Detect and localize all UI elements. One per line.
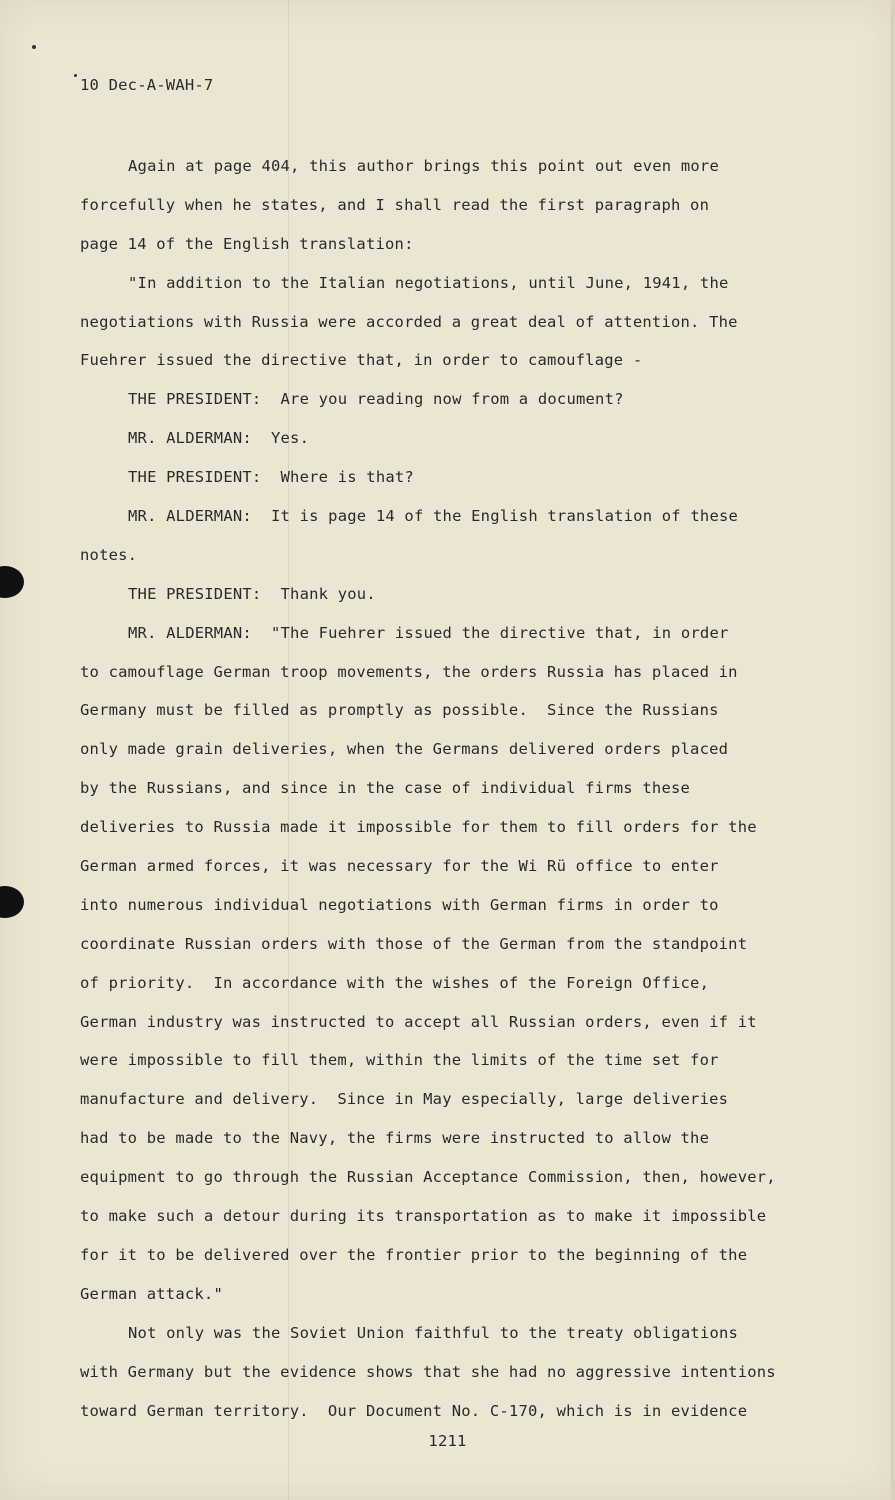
text-line: equipment to go through the Russian Acceptance Commission, then, however, (80, 1168, 776, 1187)
paper-edge (891, 0, 895, 1500)
text-line: German attack." (80, 1284, 223, 1303)
text-line: deliveries to Russia made it impossible for them to fill orders for the (80, 818, 757, 837)
text-line: German industry was instructed to accept all Russian orders, even if it (80, 1012, 757, 1031)
text-line: Not only was the Soviet Union faithful to the treaty obligations (128, 1323, 739, 1342)
text-line: by the Russians, and since in the case of individual firms these (80, 779, 691, 798)
text-line: had to be made to the Navy, the firms were instructed to allow the (80, 1129, 710, 1148)
text-line: manufacture and delivery. Since in May especially, large deliveries (80, 1090, 729, 1109)
text-line: of priority. In accordance with the wishes of the Foreign Office, (80, 973, 710, 992)
text-line: forcefully when he states, and I shall read the first paragraph on (80, 195, 710, 214)
punch-hole-upper (0, 566, 24, 598)
page-header: 10 Dec-A-WAH-7 (80, 76, 214, 94)
text-line: THE PRESIDENT: Thank you. (128, 584, 376, 603)
text-line: into numerous individual negotiations with German firms in order to (80, 895, 719, 914)
text-line: to camouflage German troop movements, the orders Russia has placed in (80, 662, 738, 681)
document-body (80, 154, 800, 1437)
text-line: MR. ALDERMAN: It is page 14 of the English translation of these (128, 507, 739, 526)
text-line: for it to be delivered over the frontier prior to the beginning of the (80, 1245, 748, 1264)
text-line: toward German territory. Our Document No. C-170, which is in evidence (80, 1401, 748, 1420)
text-line: THE PRESIDENT: Where is that? (128, 468, 414, 487)
text-line: were impossible to fill them, within the limits of the time set for (80, 1051, 719, 1070)
paper-speck (74, 74, 77, 77)
text-line: MR. ALDERMAN: Yes. (128, 429, 310, 448)
text-line: to make such a detour during its transportation as to make it impossible (80, 1207, 767, 1226)
text-line: "In addition to the Italian negotiations, until June, 1941, the (128, 273, 729, 292)
text-line: German armed forces, it was necessary for the Wi Rü office to enter (80, 857, 719, 876)
text-line: THE PRESIDENT: Are you reading now from a document? (128, 390, 624, 409)
text-line: Fuehrer issued the directive that, in order to camouflage - (80, 351, 643, 370)
punch-hole-lower (0, 886, 24, 918)
text-line: Germany must be filled as promptly as possible. Since the Russians (80, 701, 719, 720)
text-line: only made grain deliveries, when the Germans delivered orders placed (80, 740, 729, 759)
text-line: page 14 of the English translation: (80, 234, 414, 253)
text-line: coordinate Russian orders with those of the German from the standpoint (80, 934, 748, 953)
paper-speck (32, 45, 36, 49)
page-number: 1211 (428, 1432, 467, 1450)
text-line: negotiations with Russia were accorded a great deal of attention. The (80, 312, 738, 331)
text-line: with Germany but the evidence shows that she had no aggressive intentions (80, 1362, 776, 1381)
text-line: MR. ALDERMAN: "The Fuehrer issued the directive that, in order (128, 623, 729, 642)
text-line: notes. (80, 545, 138, 564)
text-line: Again at page 404, this author brings this point out even more (128, 157, 719, 175)
